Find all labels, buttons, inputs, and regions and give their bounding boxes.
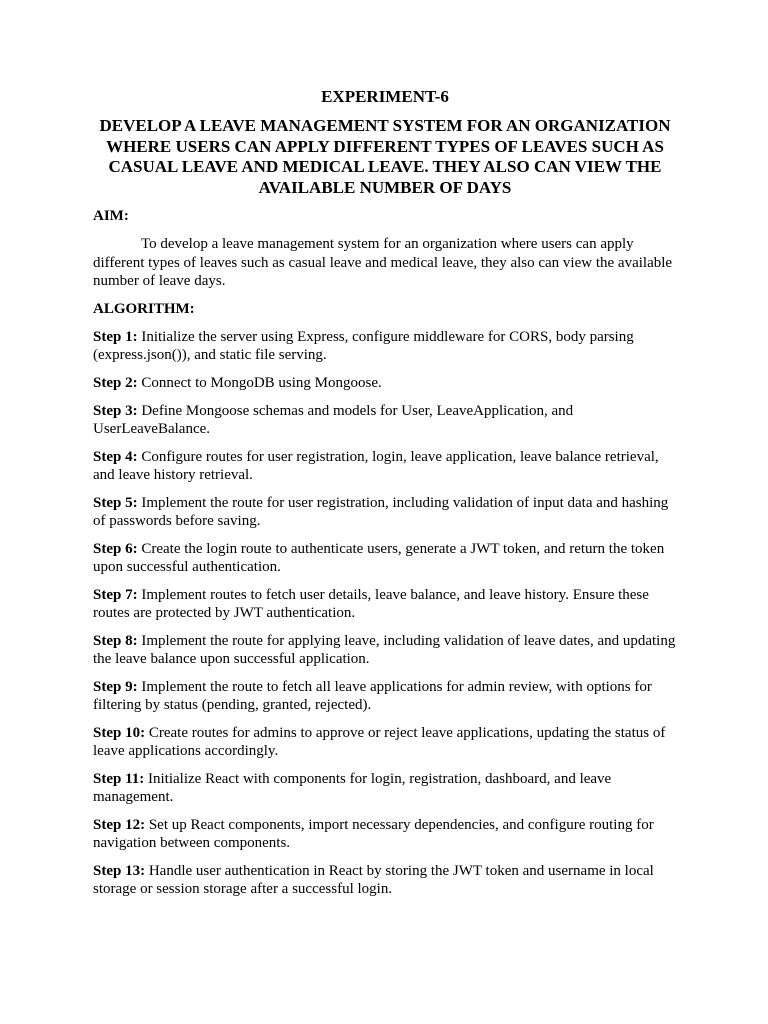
step-text: Handle user authentication in React by storing the JWT token and username in local storage or session storage after a successful login. bbox=[93, 862, 654, 897]
step-text: Create routes for admins to approve or reject leave applications, updating the status of leave applications accordingly. bbox=[93, 724, 666, 759]
algorithm-step bbox=[93, 862, 677, 898]
step-label: Step 8: bbox=[93, 632, 138, 649]
aim-text: To develop a leave management system for an organization where users can apply different types of leaves such as casual leave and medical leave, they also can view the available number of leave days. bbox=[93, 236, 673, 289]
step-label: Step 4: bbox=[93, 448, 138, 465]
algorithm-step bbox=[93, 402, 677, 438]
algorithm-step bbox=[93, 816, 677, 852]
step-text: Set up React components, import necessary dependencies, and configure routing for navigation between components. bbox=[93, 816, 654, 851]
step-text: Create the login route to authenticate users, generate a JWT token, and return the token upon successful authentication. bbox=[93, 540, 665, 575]
step-label: Step 3: bbox=[93, 402, 138, 419]
step-text: Implement the route for applying leave, including validation of leave dates, and updating the leave balance upon successful application. bbox=[93, 632, 676, 667]
algorithm-step bbox=[93, 632, 677, 668]
step-text: Implement routes to fetch user details, leave balance, and leave history. Ensure these routes are protected by JWT authentication. bbox=[93, 586, 649, 621]
step-text: Connect to MongoDB using Mongoose. bbox=[137, 374, 382, 391]
step-label: Step 13: bbox=[93, 862, 146, 879]
algorithm-step bbox=[93, 678, 677, 714]
aim-heading: AIM: bbox=[93, 208, 129, 225]
algorithm-step bbox=[93, 328, 677, 364]
algorithm-step bbox=[93, 494, 677, 530]
document-content bbox=[93, 86, 677, 908]
algorithm-step bbox=[93, 724, 677, 760]
step-text: Configure routes for user registration, login, leave application, leave balance retrieval, and leave history retrieval. bbox=[93, 448, 659, 483]
algorithm-heading: ALGORITHM: bbox=[93, 300, 195, 317]
algorithm-step bbox=[93, 374, 677, 392]
step-label: Step 6: bbox=[93, 540, 138, 557]
main-title: DEVELOP A LEAVE MANAGEMENT SYSTEM FOR AN ORGANIZATION WHERE USERS CAN APPLY DIFFERENT TYPES OF LEAVES SUCH AS CASUAL LEAVE AND MEDICAL LEAVE. THEY ALSO CAN VIEW THE AVAILABLE NUMBER OF DAYS bbox=[99, 116, 671, 197]
algorithm-step bbox=[93, 448, 677, 484]
step-label: Step 10: bbox=[93, 724, 146, 741]
algorithm-step bbox=[93, 586, 677, 622]
step-text: Implement the route for user registration, including validation of input data and hashing of passwords before saving. bbox=[93, 494, 669, 529]
step-label: Step 2: bbox=[93, 374, 138, 391]
step-label: Step 11: bbox=[93, 770, 145, 787]
step-label: Step 1: bbox=[93, 328, 138, 345]
step-text: Define Mongoose schemas and models for User, LeaveApplication, and UserLeaveBalance. bbox=[93, 402, 574, 437]
step-text: Initialize the server using Express, configure middleware for CORS, body parsing (express.json()), and static file serving. bbox=[93, 328, 634, 364]
step-label: Step 9: bbox=[93, 678, 138, 695]
algorithm-step bbox=[93, 770, 677, 806]
step-text: Initialize React with components for login, registration, dashboard, and leave management. bbox=[93, 770, 612, 805]
step-text: Implement the route to fetch all leave applications for admin review, with options for filtering by status (pending, granted, rejected). bbox=[93, 678, 652, 713]
algorithm-step bbox=[93, 540, 677, 576]
step-label: Step 7: bbox=[93, 586, 138, 603]
algorithm-steps bbox=[93, 328, 677, 898]
step-label: Step 12: bbox=[93, 816, 146, 833]
step-label: Step 5: bbox=[93, 494, 138, 511]
experiment-title: EXPERIMENT-6 bbox=[321, 87, 449, 106]
